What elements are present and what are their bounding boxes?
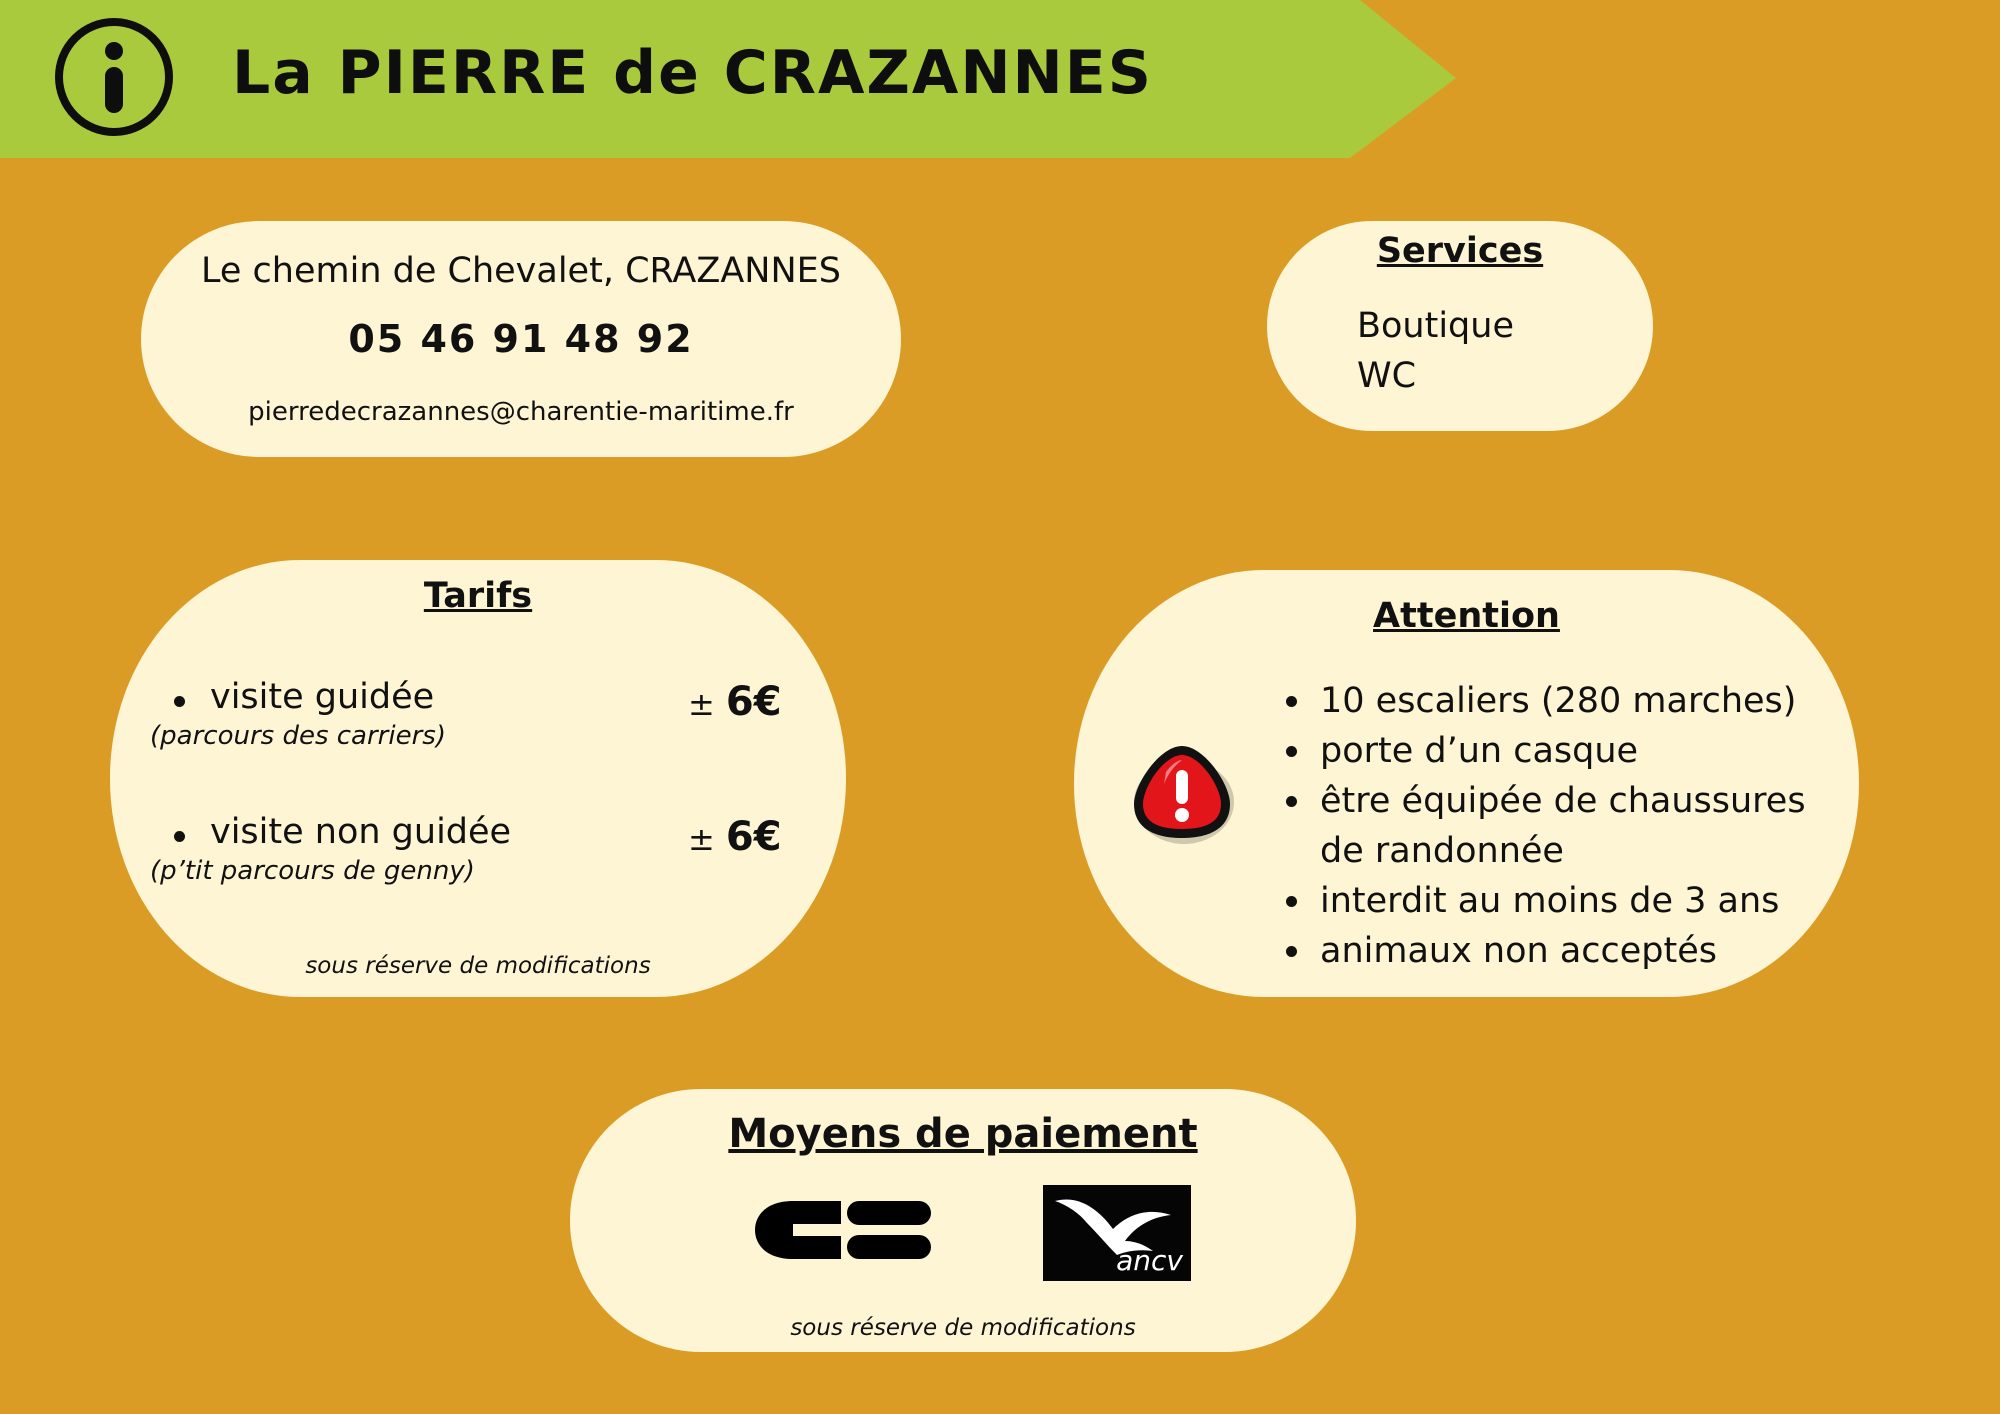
attention-card <box>1074 570 1859 997</box>
phone-number[interactable]: 05 46 91 48 92 <box>348 317 694 361</box>
info-icon <box>54 17 174 137</box>
services-list <box>1357 301 1514 401</box>
tarif-note: (p’tit parcours de genny) <box>150 856 475 886</box>
ancv-text: ancv <box>1116 1244 1183 1277</box>
attention-item: porte d’un casque <box>1320 726 1840 776</box>
attention-item: animaux non acceptés <box>1320 926 1840 976</box>
tarifs-card <box>110 560 846 997</box>
attention-list <box>1320 676 1840 976</box>
ancv-logo <box>1043 1185 1191 1281</box>
tarif-price <box>688 679 782 725</box>
price-value: 6€ <box>725 679 782 725</box>
price-prefix: ± <box>688 685 715 723</box>
attention-item: interdit au moins de 3 ans <box>1320 876 1840 926</box>
tarifs-heading: Tarifs <box>423 576 533 616</box>
service-item: WC <box>1357 356 1417 396</box>
cb-logo <box>753 1191 933 1269</box>
service-item: Boutique <box>1357 306 1514 346</box>
email-address[interactable]: pierredecrazannes@charentie-maritime.fr <box>248 397 794 427</box>
tarif-note: (parcours des carriers) <box>150 721 446 751</box>
warning-icon <box>1126 738 1238 850</box>
address-text: Le chemin de Chevalet, CRAZANNES <box>201 251 841 291</box>
attention-item: être équipée de chaussures de randonnée <box>1320 776 1840 876</box>
attention-heading: Attention <box>1373 596 1560 636</box>
tarif-label: visite guidée <box>210 677 435 717</box>
tarif-price <box>688 814 782 860</box>
services-card <box>1267 221 1653 431</box>
payment-card <box>570 1089 1356 1352</box>
payment-heading: Moyens de paiement <box>728 1111 1198 1157</box>
tarif-label: visite non guidée <box>210 812 512 852</box>
attention-item: 10 escaliers (280 marches) <box>1320 676 1840 726</box>
page-title: La PIERRE de CRAZANNES <box>232 38 1153 108</box>
services-heading: Services <box>1376 231 1544 271</box>
tarifs-footnote: sous réserve de modifications <box>305 953 651 979</box>
contact-card <box>141 221 901 457</box>
price-value: 6€ <box>725 814 782 860</box>
payment-footnote: sous réserve de modifications <box>790 1315 1136 1341</box>
price-prefix: ± <box>688 820 715 858</box>
